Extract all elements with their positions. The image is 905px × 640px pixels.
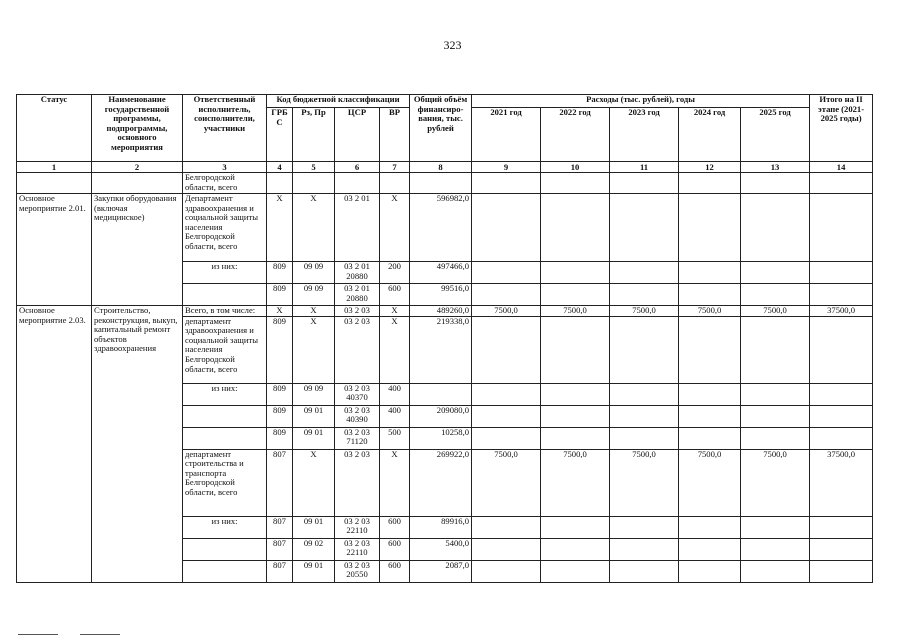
col-header-2025: 2025 год <box>741 108 810 162</box>
cell-total: 219338,0 <box>410 316 472 383</box>
cell-2023 <box>610 316 679 383</box>
cell-total <box>410 383 472 405</box>
table-row <box>17 306 873 317</box>
cell-total: 5400,0 <box>410 538 472 560</box>
cell-2024 <box>679 516 741 538</box>
cell-csr <box>335 173 380 194</box>
col-number: 13 <box>741 162 810 173</box>
cell-2025 <box>741 316 810 383</box>
cell-2025 <box>741 284 810 306</box>
col-number: 4 <box>267 162 293 173</box>
col-number: 9 <box>472 162 541 173</box>
col-header-total: Общий объём финансиро-вания, тыс. рублей <box>410 95 472 162</box>
cell-grbs: 809 <box>267 316 293 383</box>
cell-responsible: Департамент здравоохранения и социальной защиты населения Белгородской области, всего <box>183 194 267 262</box>
cell-name <box>92 173 183 194</box>
col-header-vr: ВР <box>380 108 410 162</box>
col-number: 2 <box>92 162 183 173</box>
cell-2025 <box>741 194 810 262</box>
cell-2025: 7500,0 <box>741 449 810 516</box>
cell-responsible: Всего, в том числе: <box>183 306 267 317</box>
cell-vr: 600 <box>380 538 410 560</box>
cell-grbs: 807 <box>267 516 293 538</box>
cell-grbs: 807 <box>267 538 293 560</box>
cell-rzpr: 09 01 <box>293 427 335 449</box>
cell-stage <box>810 516 873 538</box>
cell-grbs: 807 <box>267 560 293 582</box>
cell-rzpr: 09 01 <box>293 560 335 582</box>
cell-2024 <box>679 284 741 306</box>
cell-2022 <box>541 173 610 194</box>
cell-2021 <box>472 194 541 262</box>
cell-vr: 400 <box>380 405 410 427</box>
col-header-expenses: Расходы (тыс. рублей), годы <box>472 95 810 108</box>
cell-csr: 03 2 03 22110 <box>335 538 380 560</box>
cell-stage <box>810 427 873 449</box>
col-header-2023: 2023 год <box>610 108 679 162</box>
cell-2022 <box>541 427 610 449</box>
cell-rzpr: 09 01 <box>293 405 335 427</box>
cell-status <box>17 173 92 194</box>
cell-2021 <box>472 427 541 449</box>
cell-vr: 600 <box>380 560 410 582</box>
col-number: 1 <box>17 162 92 173</box>
cell-2023 <box>610 560 679 582</box>
cell-rzpr: 09 09 <box>293 383 335 405</box>
cell-grbs: Х <box>267 194 293 262</box>
cell-2024 <box>679 194 741 262</box>
cell-2024 <box>679 427 741 449</box>
cell-stage <box>810 560 873 582</box>
col-header-2024: 2024 год <box>679 108 741 162</box>
cell-total: 2087,0 <box>410 560 472 582</box>
cell-2025 <box>741 560 810 582</box>
cell-responsible: из них: <box>183 516 267 538</box>
cell-total: 489260,0 <box>410 306 472 317</box>
cell-rzpr: Х <box>293 449 335 516</box>
col-header-grbs: ГРБС <box>267 108 293 162</box>
cell-responsible: из них: <box>183 262 267 284</box>
cell-stage <box>810 383 873 405</box>
cell-csr: 03 2 01 20880 <box>335 262 380 284</box>
cell-2025: 7500,0 <box>741 306 810 317</box>
cell-2021 <box>472 262 541 284</box>
cell-2022: 7500,0 <box>541 449 610 516</box>
cell-2023 <box>610 284 679 306</box>
col-header-name: Наименование государственной программы, подпрограммы, основного мероприятия <box>92 95 183 162</box>
cell-2025 <box>741 516 810 538</box>
cell-vr: 600 <box>380 516 410 538</box>
cell-2024 <box>679 560 741 582</box>
cell-csr: 03 2 03 71120 <box>335 427 380 449</box>
cell-rzpr: Х <box>293 194 335 262</box>
cell-2021 <box>472 284 541 306</box>
cell-grbs: 809 <box>267 284 293 306</box>
cell-vr: 500 <box>380 427 410 449</box>
cell-responsible: департамент строительства и транспорта Белгородской области, всего <box>183 449 267 516</box>
cell-responsible <box>183 284 267 306</box>
cell-status: Основное мероприятие 2.01. <box>17 194 92 306</box>
cell-total <box>410 173 472 194</box>
cell-2023: 7500,0 <box>610 449 679 516</box>
cell-2022 <box>541 538 610 560</box>
cell-vr <box>380 173 410 194</box>
cell-name: Закупки оборудования (включая медицинское) <box>92 194 183 306</box>
cell-2022 <box>541 560 610 582</box>
cell-2022 <box>541 262 610 284</box>
cell-2023 <box>610 516 679 538</box>
cell-2025 <box>741 383 810 405</box>
cell-2022 <box>541 383 610 405</box>
cell-responsible <box>183 538 267 560</box>
cell-responsible: Белгородской области, всего <box>183 173 267 194</box>
col-header-budget-code: Код бюджетной классификации <box>267 95 410 108</box>
cell-stage <box>810 194 873 262</box>
col-number: 12 <box>679 162 741 173</box>
cell-2025 <box>741 405 810 427</box>
cell-csr: 03 2 03 <box>335 449 380 516</box>
cell-responsible <box>183 405 267 427</box>
col-number: 10 <box>541 162 610 173</box>
cell-2025 <box>741 262 810 284</box>
cell-csr: 03 2 03 <box>335 316 380 383</box>
cell-rzpr: 09 09 <box>293 284 335 306</box>
col-number: 6 <box>335 162 380 173</box>
table-row <box>17 173 873 194</box>
cell-2022 <box>541 194 610 262</box>
cell-stage <box>810 262 873 284</box>
cell-stage <box>810 173 873 194</box>
cell-vr: 400 <box>380 383 410 405</box>
cell-2024 <box>679 405 741 427</box>
cell-vr: Х <box>380 306 410 317</box>
col-number: 14 <box>810 162 873 173</box>
col-number: 11 <box>610 162 679 173</box>
cell-2021 <box>472 173 541 194</box>
budget-table <box>16 94 873 583</box>
cell-stage <box>810 405 873 427</box>
cell-total: 209080,0 <box>410 405 472 427</box>
page-number: 323 <box>443 38 462 52</box>
cell-2024 <box>679 383 741 405</box>
table-row <box>17 194 873 262</box>
cell-2023 <box>610 194 679 262</box>
cell-2021 <box>472 560 541 582</box>
col-number: 3 <box>183 162 267 173</box>
cell-vr: Х <box>380 316 410 383</box>
cell-total: 497466,0 <box>410 262 472 284</box>
col-number: 8 <box>410 162 472 173</box>
cell-stage <box>810 538 873 560</box>
cell-responsible: департамент здравоохранения и социальной защиты населения Белгородской области, всего <box>183 316 267 383</box>
col-number: 5 <box>293 162 335 173</box>
cell-stage <box>810 316 873 383</box>
cell-2022 <box>541 405 610 427</box>
cell-responsible <box>183 560 267 582</box>
cell-2024 <box>679 173 741 194</box>
cell-grbs: 809 <box>267 405 293 427</box>
cell-2021 <box>472 316 541 383</box>
cell-total: 89916,0 <box>410 516 472 538</box>
header-row-1 <box>17 95 873 108</box>
cell-2022 <box>541 284 610 306</box>
cell-2021: 7500,0 <box>472 306 541 317</box>
cell-grbs: 809 <box>267 262 293 284</box>
cell-2023 <box>610 538 679 560</box>
cell-2021 <box>472 538 541 560</box>
scan-edge-mark <box>18 634 58 635</box>
col-header-rzpr: Рз, Пр <box>293 108 335 162</box>
col-header-2022: 2022 год <box>541 108 610 162</box>
cell-2023: 7500,0 <box>610 306 679 317</box>
cell-total: 99516,0 <box>410 284 472 306</box>
cell-status: Основное мероприятие 2.03. <box>17 306 92 583</box>
cell-2023 <box>610 173 679 194</box>
cell-csr: 03 2 01 20880 <box>335 284 380 306</box>
cell-csr: 03 2 01 <box>335 194 380 262</box>
cell-rzpr <box>293 173 335 194</box>
cell-2023 <box>610 405 679 427</box>
cell-csr: 03 2 03 22110 <box>335 516 380 538</box>
cell-csr: 03 2 03 40390 <box>335 405 380 427</box>
cell-total: 269922,0 <box>410 449 472 516</box>
cell-csr: 03 2 03 20550 <box>335 560 380 582</box>
cell-stage <box>810 284 873 306</box>
cell-vr: 200 <box>380 262 410 284</box>
cell-vr: Х <box>380 449 410 516</box>
cell-2021 <box>472 383 541 405</box>
cell-2024: 7500,0 <box>679 306 741 317</box>
cell-2025 <box>741 427 810 449</box>
cell-2022 <box>541 316 610 383</box>
cell-total: 596982,0 <box>410 194 472 262</box>
cell-name: Строительство, реконструкция, выкуп, капитальный ремонт объектов здравоохранения <box>92 306 183 583</box>
cell-stage: 37500,0 <box>810 449 873 516</box>
column-numbers-row <box>17 162 873 173</box>
cell-grbs: 809 <box>267 427 293 449</box>
cell-2023 <box>610 383 679 405</box>
cell-2024 <box>679 316 741 383</box>
cell-rzpr: 09 09 <box>293 262 335 284</box>
col-header-responsible: Ответственный исполнитель, соисполнители, участники <box>183 95 267 162</box>
cell-grbs: 809 <box>267 383 293 405</box>
col-header-csr: ЦСР <box>335 108 380 162</box>
col-header-stage-total: Итого на II этапе (2021-2025 годы) <box>810 95 873 162</box>
cell-2023 <box>610 262 679 284</box>
cell-2024: 7500,0 <box>679 449 741 516</box>
cell-rzpr: 09 01 <box>293 516 335 538</box>
cell-2022: 7500,0 <box>541 306 610 317</box>
cell-responsible: из них: <box>183 383 267 405</box>
cell-vr: Х <box>380 194 410 262</box>
cell-csr: 03 2 03 <box>335 306 380 317</box>
cell-2021 <box>472 516 541 538</box>
cell-rzpr: 09 02 <box>293 538 335 560</box>
cell-2021 <box>472 405 541 427</box>
cell-stage: 37500,0 <box>810 306 873 317</box>
cell-grbs <box>267 173 293 194</box>
scan-edge-mark <box>80 634 120 635</box>
cell-2022 <box>541 516 610 538</box>
cell-2021: 7500,0 <box>472 449 541 516</box>
col-header-status: Статус <box>17 95 92 162</box>
cell-2025 <box>741 173 810 194</box>
cell-grbs: Х <box>267 306 293 317</box>
cell-vr: 600 <box>380 284 410 306</box>
cell-2023 <box>610 427 679 449</box>
cell-2025 <box>741 538 810 560</box>
cell-2024 <box>679 538 741 560</box>
cell-csr: 03 2 03 40370 <box>335 383 380 405</box>
cell-responsible <box>183 427 267 449</box>
cell-rzpr: Х <box>293 316 335 383</box>
cell-rzpr: Х <box>293 306 335 317</box>
col-header-2021: 2021 год <box>472 108 541 162</box>
col-number: 7 <box>380 162 410 173</box>
cell-2024 <box>679 262 741 284</box>
cell-grbs: 807 <box>267 449 293 516</box>
cell-total: 10258,0 <box>410 427 472 449</box>
